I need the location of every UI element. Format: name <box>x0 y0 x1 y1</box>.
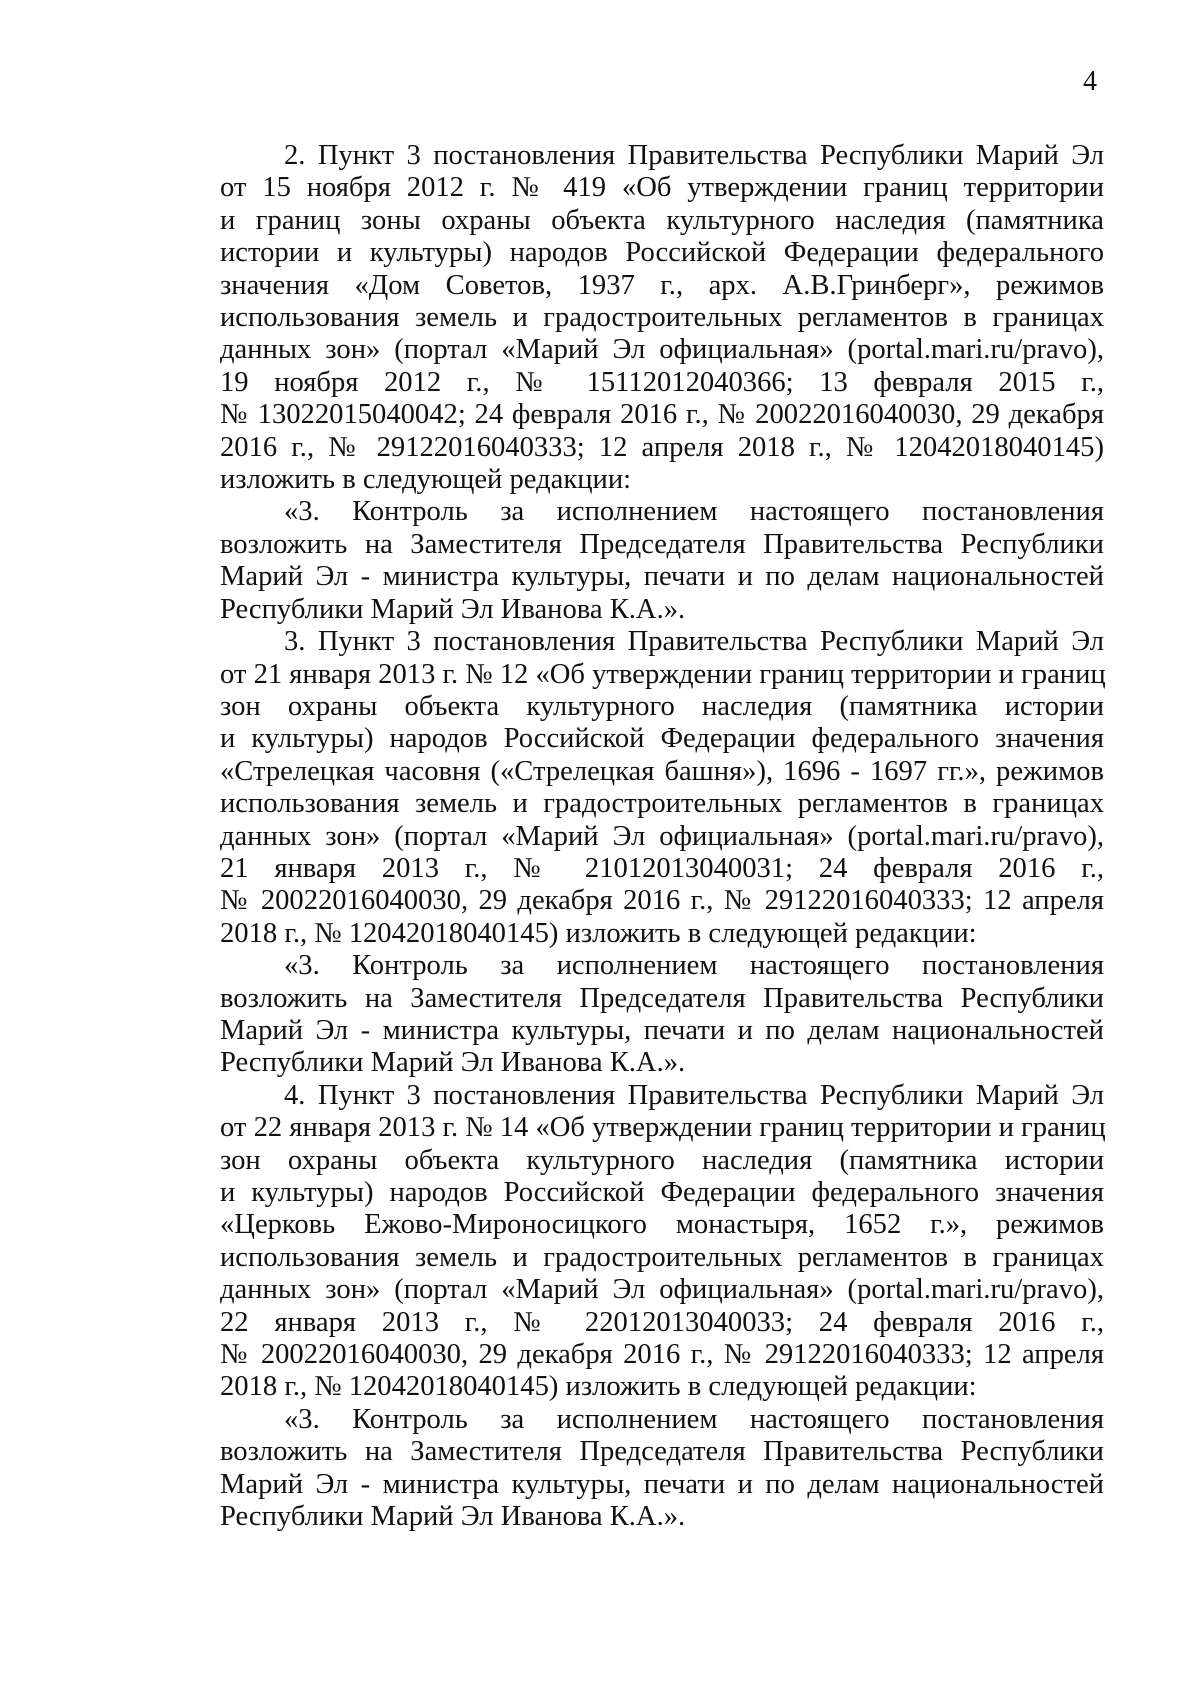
text-line: зон охраны объекта культурного наследия (памятника истории <box>220 1144 1104 1176</box>
text-line: 3. Пункт 3 постановления Правительства Республики Марий Эл <box>284 626 1104 658</box>
text-line: «3. Контроль за исполнением настоящего постановления <box>284 1403 1104 1435</box>
text-line: использования земель и градостроительных регламентов в границах <box>220 302 1104 334</box>
paragraph-item-3-quote <box>220 950 1104 1080</box>
text-line: данных зон» (портал «Марий Эл официальная» (portal.mari.ru/pravo), <box>220 820 1104 852</box>
text-line: 2018 г., № 12042018040145) изложить в следующей редакции: <box>220 917 977 949</box>
text-line: данных зон» (портал «Марий Эл официальная» (portal.mari.ru/pravo), <box>220 334 1104 366</box>
text-line: № 20022016040030, 29 декабря 2016 г., № 29122016040333; 12 апреля <box>220 885 1104 917</box>
text-line: использования земель и градостроительных регламентов в границах <box>220 1241 1104 1273</box>
text-line: Марий Эл - министра культуры, печати и по делам национальностей <box>220 1468 1104 1500</box>
text-line: возложить на Заместителя Председателя Правительства Республики <box>220 528 1104 560</box>
text-line: от 21 января 2013 г. № 12 «Об утверждении границ территории и границ <box>220 658 1106 690</box>
text-line: значения «Дом Советов, 1937 г., арх. А.В.Гринберг», режимов <box>220 269 1104 301</box>
paragraph-item-3 <box>220 626 1104 950</box>
text-line: возложить на Заместителя Председателя Правительства Республики <box>220 1436 1104 1468</box>
text-line: от 15 ноября 2012 г. № 419 «Об утверждении границ территории <box>220 172 1104 204</box>
text-line: 2018 г., № 12042018040145) изложить в следующей редакции: <box>220 1371 977 1403</box>
text-line: Марий Эл - министра культуры, печати и по делам национальностей <box>220 1014 1104 1046</box>
text-line: 2. Пункт 3 постановления Правительства Республики Марий Эл <box>284 140 1104 171</box>
text-line: истории и культуры) народов Российской Федерации федерального <box>220 237 1104 269</box>
document-body <box>220 140 1104 1533</box>
paragraph-item-2 <box>220 140 1104 496</box>
text-line: Республики Марий Эл Иванова К.А.». <box>220 593 686 625</box>
text-line: зон охраны объекта культурного наследия (памятника истории <box>220 690 1104 722</box>
text-line: 4. Пункт 3 постановления Правительства Республики Марий Эл <box>284 1079 1104 1111</box>
text-line: 22 января 2013 г., № 22012013040033; 24 февраля 2016 г., <box>220 1306 1104 1338</box>
text-line: использования земель и градостроительных регламентов в границах <box>220 788 1104 820</box>
text-line: «3. Контроль за исполнением настоящего постановления <box>284 496 1104 528</box>
text-line: № 13022015040042; 24 февраля 2016 г., № 20022016040030, 29 декабря <box>220 399 1104 431</box>
text-line: «Стрелецкая часовня («Стрелецкая башня»), 1696 - 1697 гг.», режимов <box>220 755 1104 787</box>
text-line: от 22 января 2013 г. № 14 «Об утверждении границ территории и границ <box>220 1112 1106 1144</box>
text-line: Республики Марий Эл Иванова К.А.». <box>220 1501 686 1533</box>
paragraph-item-4 <box>220 1080 1104 1404</box>
text-line: данных зон» (портал «Марий Эл официальная» (portal.mari.ru/pravo), <box>220 1274 1104 1306</box>
text-line: возложить на Заместителя Председателя Правительства Республики <box>220 982 1104 1014</box>
text-line: и культуры) народов Российской Федерации федерального значения <box>220 723 1104 755</box>
paragraph-item-4-quote <box>220 1404 1104 1534</box>
text-line: «Церковь Ежово-Мироносицкого монастыря, 1652 г.», режимов <box>220 1209 1104 1241</box>
paragraph-item-2-quote <box>220 496 1104 626</box>
text-line: и границ зоны охраны объекта культурного наследия (памятника <box>220 204 1104 236</box>
text-line: изложить в следующей редакции: <box>220 464 632 496</box>
text-line: 2016 г., № 29122016040333; 12 апреля 2018 г., № 12042018040145) <box>220 431 1104 463</box>
text-line: и культуры) народов Российской Федерации федерального значения <box>220 1177 1104 1208</box>
text-line: 19 ноября 2012 г., № 15112012040366; 13 февраля 2015 г., <box>220 366 1104 398</box>
page-number: 4 <box>1083 66 1097 97</box>
text-line: Марий Эл - министра культуры, печати и по делам национальностей <box>220 561 1104 593</box>
text-line: «3. Контроль за исполнением настоящего постановления <box>284 950 1104 982</box>
text-line: Республики Марий Эл Иванова К.А.». <box>220 1047 686 1079</box>
text-line: № 20022016040030, 29 декабря 2016 г., № 29122016040333; 12 апреля <box>220 1339 1104 1371</box>
text-line: 21 января 2013 г., № 21012013040031; 24 февраля 2016 г., <box>220 852 1104 884</box>
